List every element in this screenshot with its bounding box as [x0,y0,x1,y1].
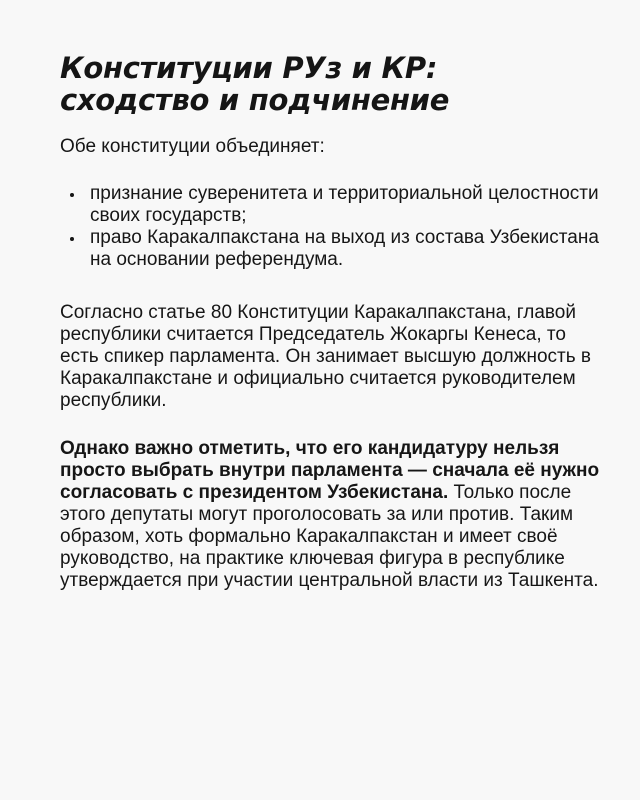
title-line-1: Конституции РУз и КР: [60,51,438,85]
paragraph-approval-bold: Однако важно отметить, что его кандидатуру нельзя просто выбрать внутри парламента — сначала её нужно согласовать с президентом Узбекистана. [60,438,600,503]
title-line-2: сходство и подчинение [60,83,450,117]
bullet-dot-icon [70,237,74,241]
paragraph-approval [60,438,600,592]
list-item-text: признание суверенитета и территориальной целостности своих государств; [90,183,599,226]
list-item-text: право Каракалпакстана на выход из состава Узбекистана на основании референдума. [90,227,599,270]
list-item [60,183,600,227]
paragraph-approval-regular: Только после этого депутаты могут проголосовать за или против. Таким образом, хоть формально Каракалпакстан и имеет своё руководство, на практике ключевая фигура в республике утверждается при участии центральной власти из Ташкента. [60,482,599,591]
page-title [60,52,600,116]
bullet-list [60,183,600,271]
list-item [60,227,600,271]
intro-text: Обе конституции объединяет: [60,136,325,157]
paragraph-article-80: Согласно статье 80 Конституции Каракалпакстана, главой республики считается Председатель Жокаргы Кенеса, то есть спикер парламента. Он занимает высшую должность в Каракалпакстане и официально считается руководителем республики. [60,302,592,411]
bullet-dot-icon [70,193,74,197]
